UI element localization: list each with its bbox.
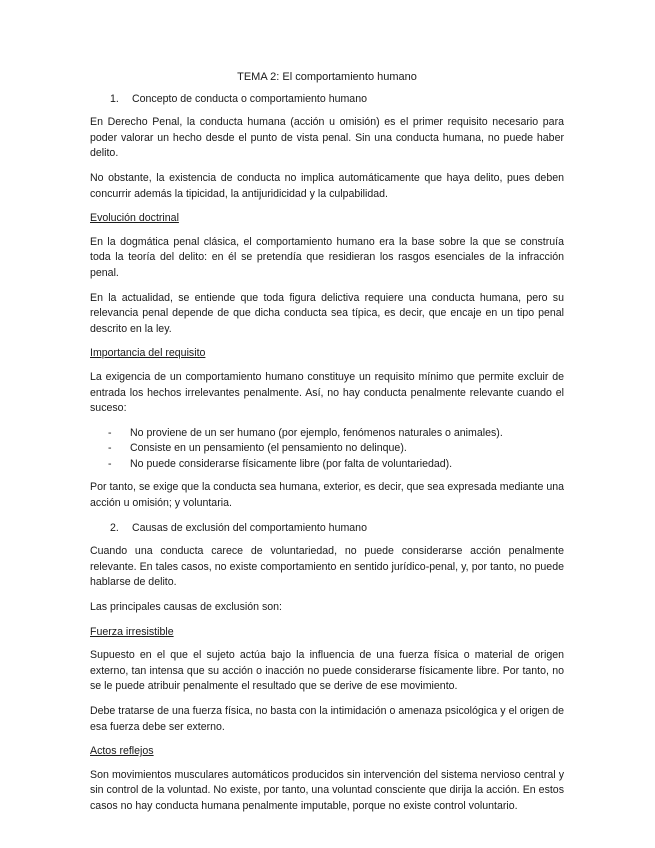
list-item-text: No proviene de un ser humano (por ejemplo, fenómenos naturales o animales). — [130, 426, 503, 439]
bullet-list — [90, 426, 564, 473]
list-item-text: No puede considerarse físicamente libre (por falta de voluntariedad). — [130, 457, 453, 470]
section-number-2: 2. — [110, 521, 119, 534]
section-heading-1 — [90, 92, 564, 108]
subheading-fuerza-irresistible: Fuerza irresistible — [90, 625, 174, 638]
subheading-importancia: Importancia del requisito — [90, 347, 206, 360]
bullet-marker: - — [108, 457, 112, 470]
list-item — [90, 441, 564, 457]
document-body — [90, 70, 564, 824]
subheading-actos-reflejos: Actos reflejos — [90, 745, 154, 758]
paragraph: Son movimientos musculares automáticos producidos sin intervención del sistema nervioso central y sin control de la voluntad. No existe, por tanto, una voluntad consciente que dirija la acción. En estos casos no hay conducta humana penalmente imputable, porque no existe control voluntario. — [90, 768, 564, 812]
bullet-marker: - — [108, 442, 112, 455]
paragraph: En la actualidad, se entiende que toda figura delictiva requiere una conducta humana, pero su relevancia penal depende de que dicha conducta sea típica, es decir, que encaje en un tipo penal descrito en la ley. — [90, 291, 564, 335]
document-title: TEMA 2: El comportamiento humano — [237, 71, 417, 83]
list-item — [90, 457, 564, 473]
paragraph: La exigencia de un comportamiento humano constituye un requisito mínimo que permite excluir de entrada los hechos irrelevantes penalmente. Así, no hay conducta penalmente relevante cuando el suceso: — [90, 370, 564, 415]
section-heading-2-text: Causas de exclusión del comportamiento humano — [132, 521, 367, 534]
section-heading-2 — [90, 521, 564, 537]
paragraph: Por tanto, se exige que la conducta sea humana, exterior, es decir, que sea expresada mediante una acción u omisión; y voluntaria. — [90, 481, 564, 510]
section-heading-1-text: Concepto de conducta o comportamiento humano — [132, 92, 367, 105]
bullet-marker: - — [108, 426, 112, 439]
list-item — [90, 426, 564, 442]
paragraph: Cuando una conducta carece de voluntariedad, no puede considerarse acción penalmente relevante. En tales casos, no existe comportamiento en sentido jurídico-penal, y, por tanto, no puede hablarse de delito. — [90, 545, 564, 589]
section-number-1: 1. — [110, 92, 119, 105]
subheading-evolucion: Evolución doctrinal — [90, 212, 179, 225]
list-item-text: Consiste en un pensamiento (el pensamiento no delinque). — [130, 442, 407, 455]
paragraph: En Derecho Penal, la conducta humana (acción u omisión) es el primer requisito necesario para poder valorar un hecho desde el punto de vista penal. Sin una conducta humana, no puede haber delito. — [90, 116, 564, 160]
paragraph: Supuesto en el que el sujeto actúa bajo la influencia de una fuerza física o material de origen externo, tan intensa que su acción o inacción no puede considerarse físicamente libre. Por tanto, no se le puede atribuir penalmente el resultado que se derive de ese movimiento. — [90, 649, 564, 693]
paragraph: Las principales causas de exclusión son: — [90, 601, 282, 614]
paragraph: No obstante, la existencia de conducta no implica automáticamente que haya delito, pues deben concurrir además la tipicidad, la antijuridicidad y la culpabilidad. — [90, 171, 564, 200]
paragraph: Debe tratarse de una fuerza física, no basta con la intimidación o amenaza psicológica y el origen de esa fuerza debe ser externo. — [90, 705, 564, 733]
paragraph: En la dogmática penal clásica, el comportamiento humano era la base sobre la que se construía toda la teoría del delito: en él se pretendía que residieran los rasgos esenciales de la infracción penal. — [90, 235, 564, 279]
